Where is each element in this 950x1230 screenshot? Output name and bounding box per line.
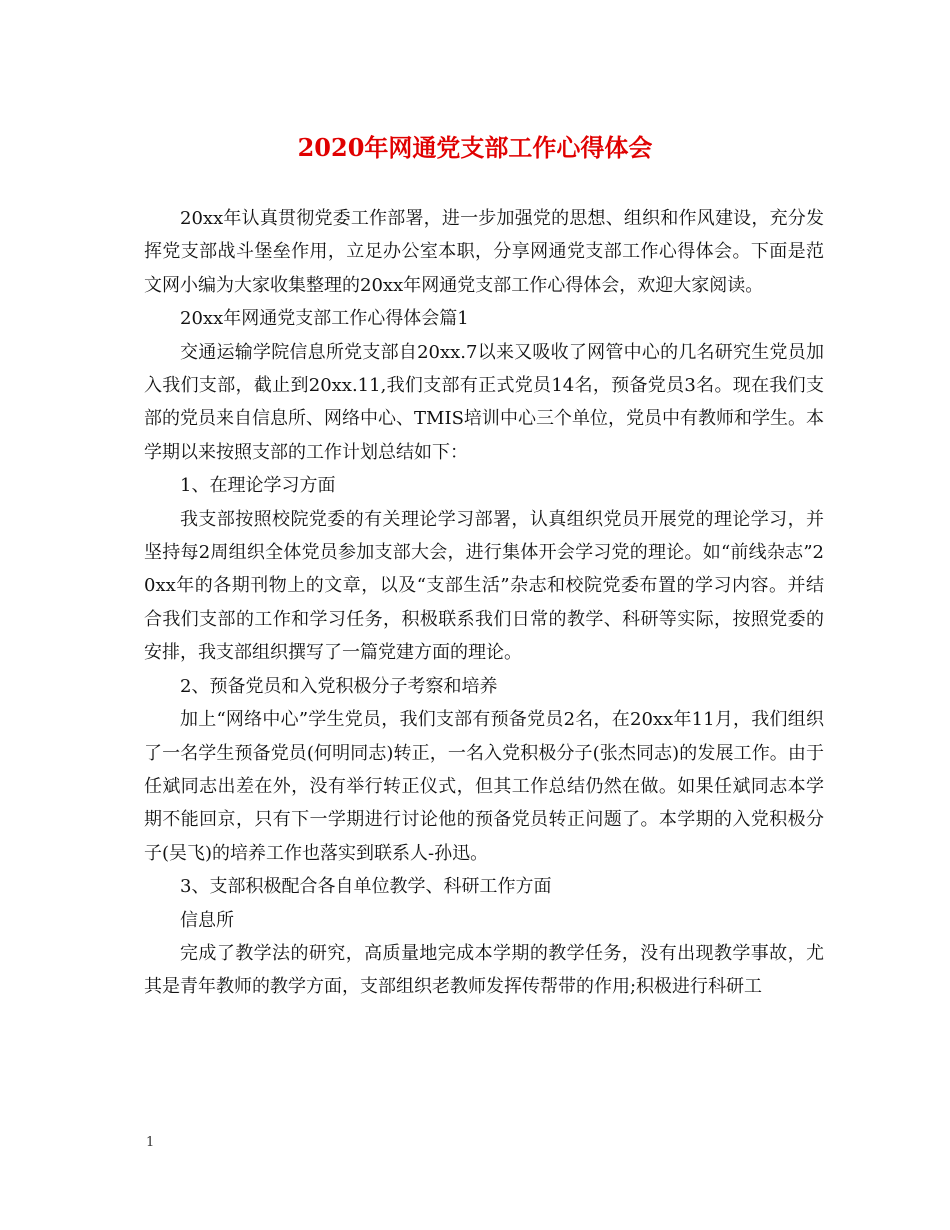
paragraph-heading-probationary-members: 2、预备党员和入党积极分子考察和培养 xyxy=(180,675,498,697)
document-body xyxy=(144,202,824,1004)
page-number: 1 xyxy=(146,1135,155,1150)
document-title: 2020年网通党支部工作心得体会 xyxy=(297,133,653,162)
paragraph-branch-overview: 交通运输学院信息所党支部自20xx.7以来又吸收了网管中心的几名研究生党员加入我们支部，截止到20xx.11,我们支部有正式党员14名，预备党员3名。现在我们支部的党员来自信息所、网络中心、TMIS培训中心三个单位，党员中有教师和学生。本学期以来按照支部的工作计划总结如下： xyxy=(144,341,824,463)
paragraph-heading-info-institute: 信息所 xyxy=(180,909,234,931)
paragraph-probationary-members: 加上“网络中心”学生党员，我们支部有预备党员2名，在20xx年11月，我们组织了一名学生预备党员(何明同志)转正，一名入党积极分子(张杰同志)的发展工作。由于任斌同志出差在外，没有举行转正仪式，但其工作总结仍然在做。如果任斌同志本学期不能回京，只有下一学期进行讨论他的预备党员转正问题了。本学期的入党积极分子(吴飞)的培养工作也落实到联系人-孙迅。 xyxy=(144,709,824,864)
paragraph-heading-article-1: 20xx年网通党支部工作心得体会篇1 xyxy=(180,308,469,330)
paragraph-heading-teaching-research: 3、支部积极配合各自单位教学、科研工作方面 xyxy=(180,876,552,898)
paragraph-intro: 20xx年认真贯彻党委工作部署，进一步加强党的思想、组织和作风建设，充分发挥党支部战斗堡垒作用，立足办公室本职，分享网通党支部工作心得体会。下面是范文网小编为大家收集整理的20xx年网通党支部工作心得体会，欢迎大家阅读。 xyxy=(144,208,824,296)
paragraph-theory-study: 我支部按照校院党委的有关理论学习部署，认真组织党员开展党的理论学习，并坚持每2周组织全体党员参加支部大会，进行集体开会学习党的理论。如“前线杂志”20xx年的各期刊物上的文章，以及“支部生活”杂志和校院党委布置的学习内容。并结合我们支部的工作和学习任务，积极联系我们日常的教学、科研等实际，按照党委的安排，我支部组织撰写了一篇党建方面的理论。 xyxy=(144,508,824,664)
paragraph-heading-theory-study: 1、在理论学习方面 xyxy=(180,475,336,497)
paragraph-teaching-work: 完成了教学法的研究，高质量地完成本学期的教学任务，没有出现教学事故，尤其是青年教师的教学方面，支部组织老教师发挥传帮带的作用;积极进行科研工 xyxy=(144,942,824,998)
